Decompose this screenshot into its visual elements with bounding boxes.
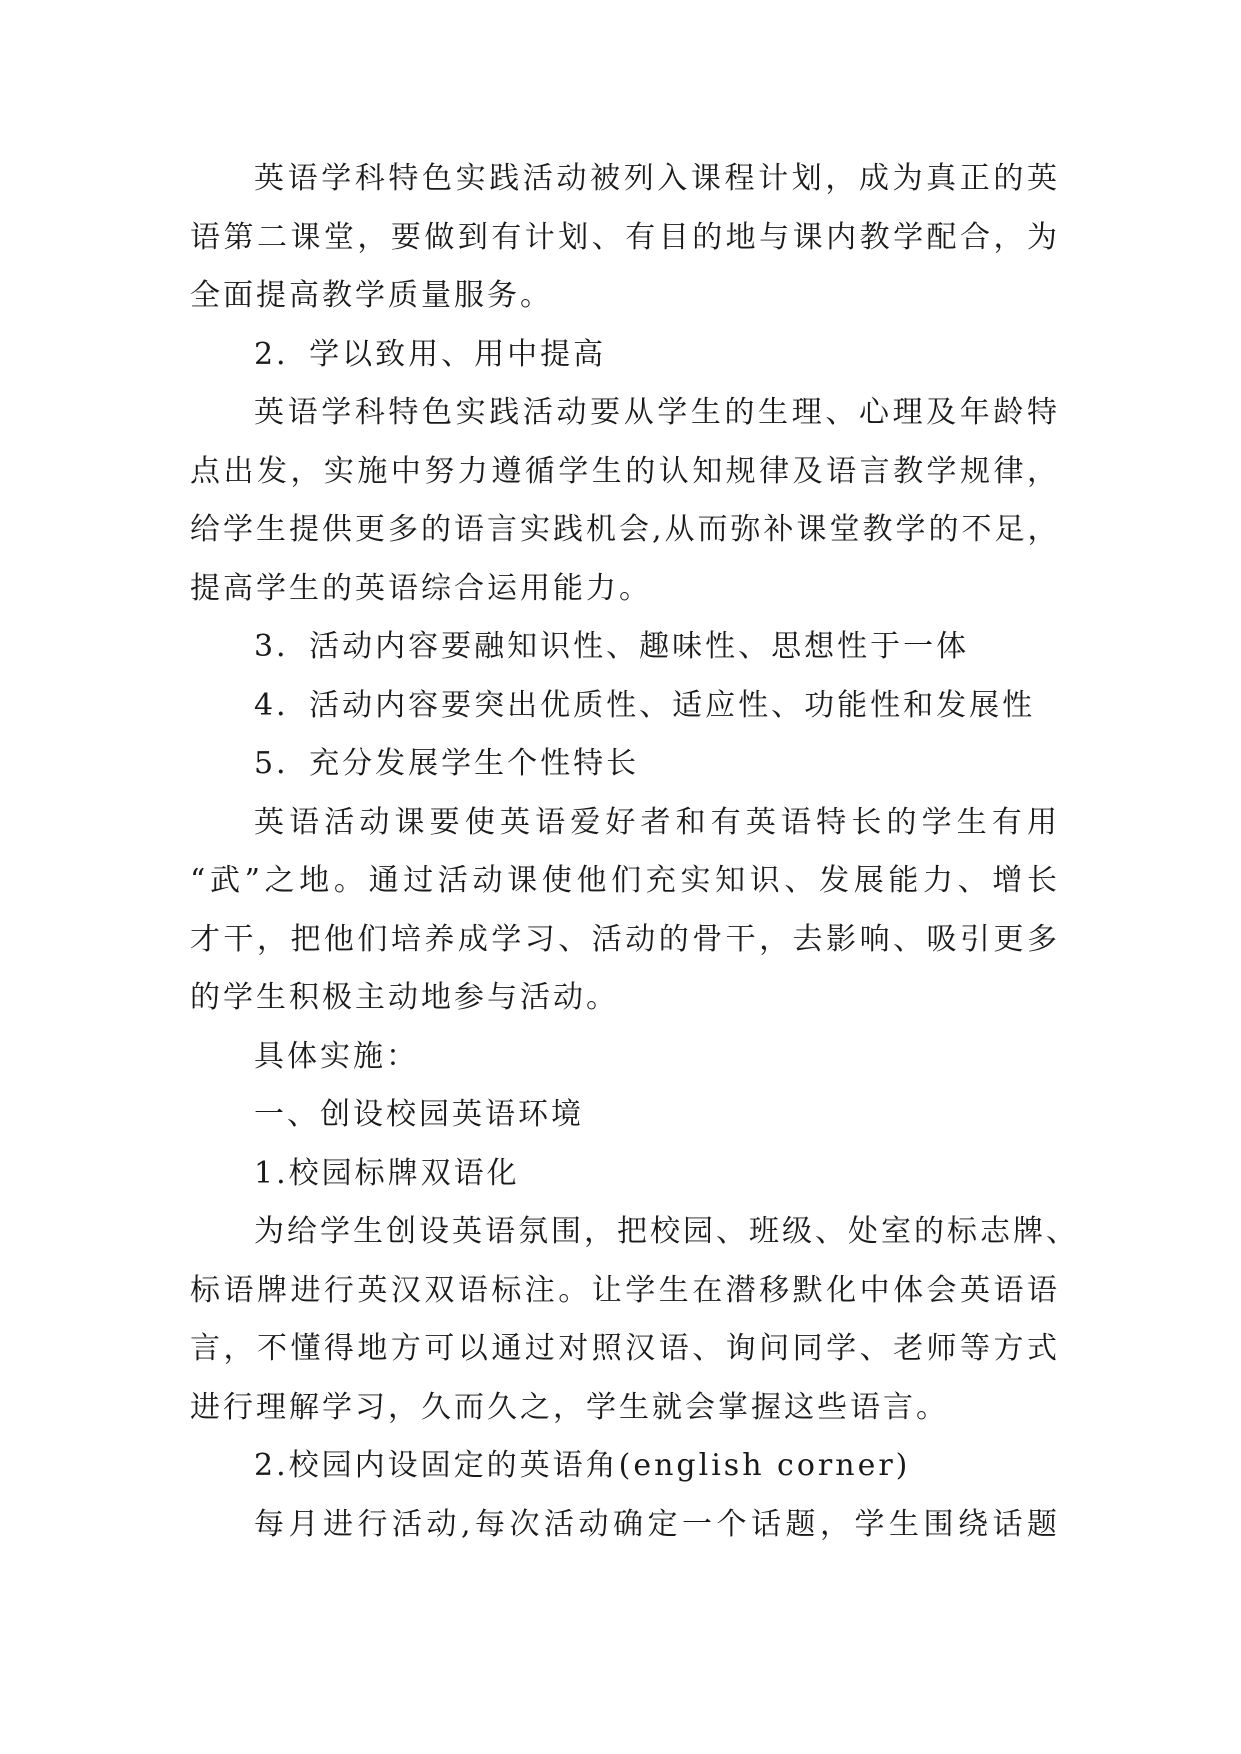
paragraph-line: 全面提高教学质量服务。	[190, 278, 553, 313]
section-heading: 具体实施：	[254, 1038, 419, 1074]
paragraph-line: 的学生积极主动地参与活动。	[190, 980, 619, 1015]
paragraph-line: 提高学生的英语综合运用能力。	[190, 570, 652, 606]
paragraph-line: 每月进行活动,每次活动确定一个话题，学生围绕话题	[254, 1506, 1060, 1542]
paragraph-line: “武”之地。通过活动课使他们充实知识、发展能力、增长	[190, 863, 1060, 898]
section-heading: 4．活动内容要突出优质性、适应性、功能性和发展性	[254, 687, 1036, 723]
paragraph-line: 英语活动课要使英语爱好者和有英语特长的学生有用	[254, 804, 1060, 840]
paragraph-line: 进行理解学习，久而久之，学生就会掌握这些语言。	[190, 1389, 949, 1425]
paragraph-line: 为给学生创设英语氛围，把校园、班级、处室的标志牌、	[254, 1214, 1079, 1249]
document-body	[190, 150, 1079, 1554]
paragraph-line: 给学生提供更多的语言实践机会,从而弥补课堂教学的不足，	[190, 512, 1061, 547]
section-heading: 2.校园内设固定的英语角(english corner)	[254, 1448, 911, 1483]
paragraph-line: 语第二课堂，要做到有计划、有目的地与课内教学配合，为	[190, 219, 1060, 255]
paragraph-line: 点出发，实施中努力遵循学生的认知规律及语言教学规律，	[190, 453, 1060, 489]
paragraph-line: 英语学科特色实践活动要从学生的生理、心理及年龄特	[254, 395, 1060, 430]
section-heading: 3．活动内容要融知识性、趣味性、思想性于一体	[254, 629, 970, 664]
paragraph-line: 才干，把他们培养成学习、活动的骨干，去影响、吸引更多	[190, 921, 1060, 957]
paragraph-line: 言，不懂得地方可以通过对照汉语、询问同学、老师等方式	[190, 1331, 1060, 1366]
section-heading: 1.校园标牌双语化	[254, 1155, 520, 1191]
section-heading: 5．充分发展学生个性特长	[254, 746, 640, 781]
paragraph-line: 英语学科特色实践活动被列入课程计划，成为真正的英	[254, 161, 1060, 196]
paragraph-line: 标语牌进行英汉双语标注。让学生在潜移默化中体会英语语	[190, 1272, 1060, 1308]
section-heading: 2．学以致用、用中提高	[254, 336, 607, 372]
section-heading: 一、创设校园英语环境	[254, 1097, 584, 1132]
